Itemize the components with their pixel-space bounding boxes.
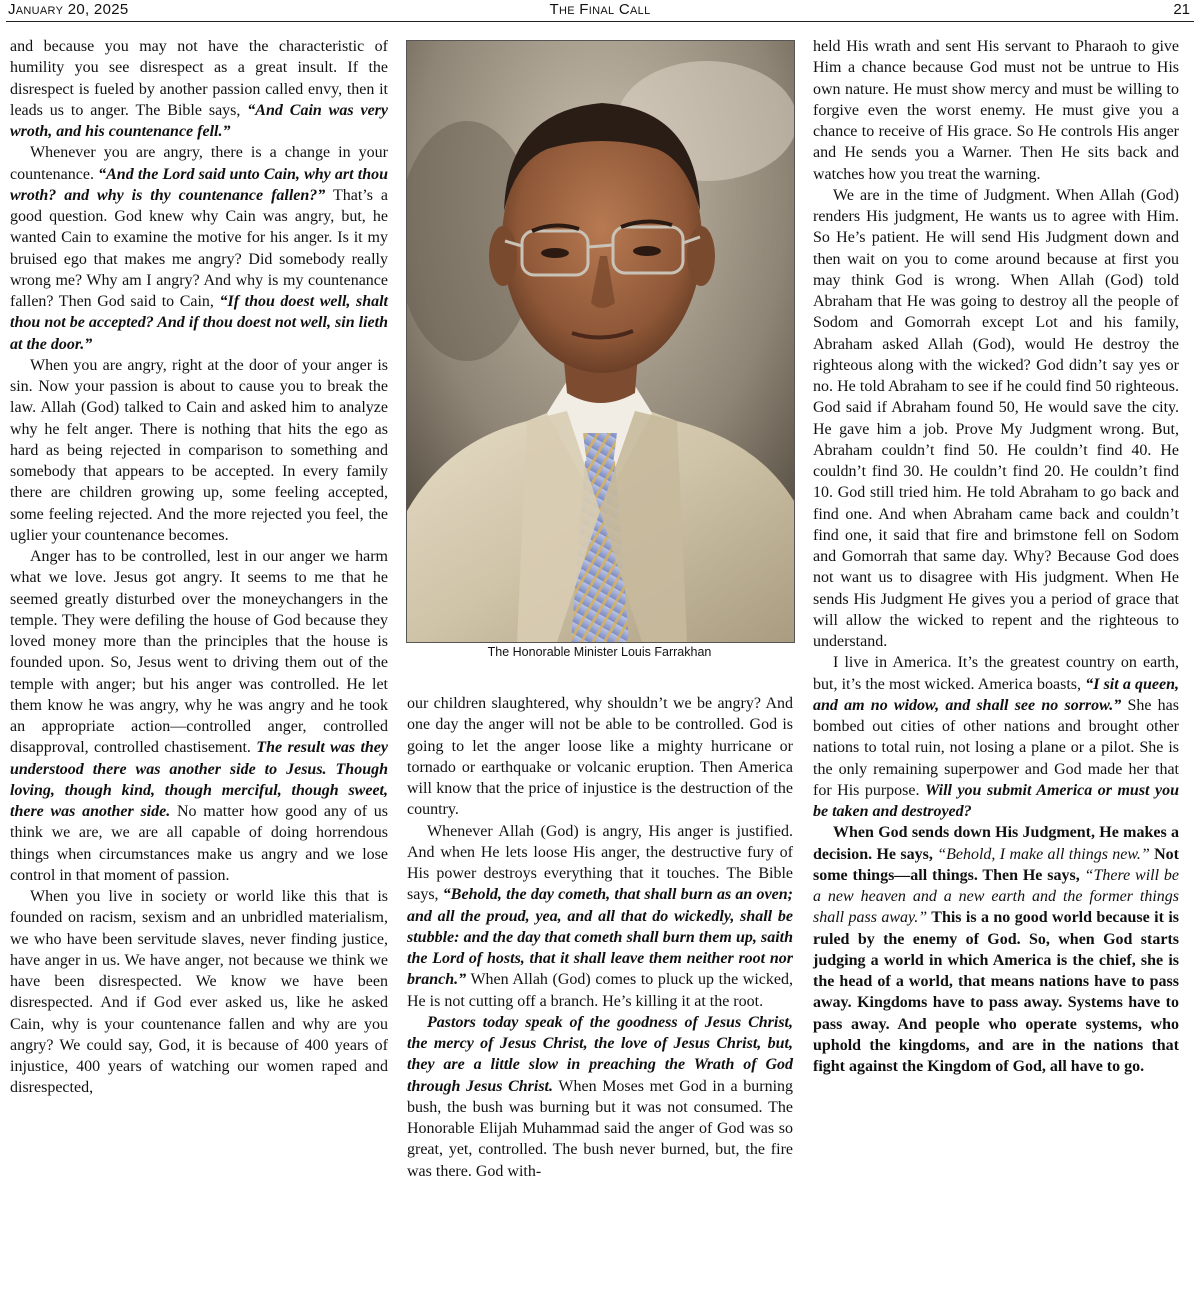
paragraph: our children slaughtered, why shouldn’t we be angry? And one day the anger will not be able to be controlled. God is going to let the anger loose like a mighty hurricane or tornado or earthquake or volcanic eruption. Then America will know that the price of injustice is the destruction of the country.: [407, 695, 793, 819]
article-column-2: [407, 693, 793, 1182]
paragraph: and because you may not have the characteristic of humility you see disrespect as a great insult. If the disrespect is fueled by another passion called envy, then it leads us to anger. The Bible says, “And Cain was very wroth, and his countenance fell.”: [10, 38, 389, 140]
paragraph: We are in the time of Judgment. When Allah (God) renders His judgment, He wants us to agree with Him. So He’s patient. He will send His Judgment down and then wait on you to come around because at first you may think God is wrong. When Allah (God) told Abraham that He was going to destroy all the people of Sodom and Gomorrah except Lot and his family, Abraham asked Allah (God), would He destroy the righteous along with the wicked? God didn’t say yes or no. He told Abraham to see if he could find 50 righteous. God said if Abraham found 50, He would save the city. He gave him a job. Prove My Judgment wrong. But, Abraham couldn’t find 50. He couldn’t find 40. He couldn’t find 30. He couldn’t find 20. He couldn’t find 10. God still tried him. He told Abraham to go back and find one. And when Abraham came back and couldn’t find one, it said that fire and brimstone fell on Sodom and Gomorrah that same day. Why? Because God does not want us to disagree with His judgment. When He sends His Judgment He gives you a period of grace that will allow the wicked to repent and the righteous to understand.: [813, 186, 1179, 650]
paragraph: When you live in society or world like this that is founded on racism, sexism and an unbridled materialism, we who have been servitude slaves, never finding justice, have anger in us. We have anger, not because we think we have been disrespected. We know we have been disrespected. And if God ever asked us, like he asked Cain, why is your countenance fallen and why are you angry? We could say, God, it is because of 400 years of injustice, 400 years of watching our women raped and disrespected,: [10, 888, 388, 1097]
masthead: [6, 0, 1194, 22]
scripture-quote: “And Cain was very wroth, and his countenance fell.”: [10, 101, 389, 140]
paragraph: Whenever you are angry, there is a change in your countenance. “And the Lord said unto Cain, why art thou wroth? and why is thy countenance fallen?” That’s a good question. God knew why Cain was angry, but, he wanted Cain to examine the motive for his anger. Is it my bruised ego that makes me angry? Did somebody really wrong me? Why am I angry? And why is my countenance fallen? Then God said to Cain, “If thou doest well, shalt thou not be accepted? And if thou doest not well, sin lieth at the door.”: [10, 144, 389, 353]
article-column-1: [10, 36, 388, 1099]
page-number: 21: [1173, 1, 1190, 18]
photo-caption: The Honorable Minister Louis Farrakhan: [487, 645, 712, 659]
paragraph: Anger has to be controlled, lest in our anger we harm what we love. Jesus got angry. It seems to me that he seemed greatly disturbed over the moneychangers in the temple. They were defiling the house of God because they loved money more than the principles that the house is founded upon. So, Jesus went to driving them out of the temple with anger; but his anger was controlled. He let them know he was angry, why he was angry and he took an appropriate action—controlled anger, controlled disapproval, controlled chastisement. The result was they understood there was another side to Jesus. Though loving, though kind, though merciful, though sweet, there was another side. No matter how good any of us think we are, we are all capable of doing horrendous things when circumstances make us angry and we lose control in that moment of passion.: [10, 548, 389, 884]
scripture-quote: “Behold, I make all things new.”: [937, 845, 1150, 863]
publication-name: The Final Call: [549, 1, 651, 18]
paragraph: Pastors today speak of the goodness of Jesus Christ, the mercy of Jesus Christ, the love of Jesus Christ, but, they are a little slow in preaching the Wrath of God through Jesus Christ. When Moses met God in a burning bush, the bush was burning but it was not consumed. The Honorable Elijah Muhammad said the anger of God was so great, yet, controlled. The bush never burned, but, the fire was there. God with-: [407, 1013, 794, 1180]
scripture-quote: “Behold, the day cometh, that shall burn as an oven; and all the proud, yea, and all that do wickedly, shall be stubble: and the day that cometh shall burn them up, saith the Lord of hosts, that it shall leave them neither root nor branch.”: [407, 886, 793, 989]
emphasis-text: Pastors today speak of the goodness of Jesus Christ, the mercy of Jesus Christ, the love of Jesus Christ, but, they are a little slow in preaching the Wrath of God through Jesus Christ.: [407, 1013, 793, 1095]
paragraph: held His wrath and sent His servant to Pharaoh to give Him a chance because God must not be untrue to His own nature. He must show mercy and must be willing to forgive even the worst enemy. He must give you a chance to receive of His grace. So He controls His anger and He sends you a Warner. Then He sits back and watches how you treat the warning.: [813, 38, 1179, 183]
scripture-quote: “I sit a queen, and am no widow, and shall see no sorrow.”: [813, 675, 1180, 714]
paragraph: When you are angry, right at the door of your anger is sin. Now your passion is about to cause you to break the law. Allah (God) talked to Cain and asked him to analyze why he felt anger. There is nothing that hits the ego as hard as being rejected in comparison to something and somebody that appears to be accepted. In every family there are children growing up, some feeling accepted, some feeling rejected. And the more rejected you feel, the uglier your countenance becomes.: [10, 356, 388, 544]
paragraph: Whenever Allah (God) is angry, His anger is justified. And when He lets loose His anger, the destructive fury of His power destroys everything that it touches. The Bible says, “Behold, the day cometh, that shall burn as an oven; and all the proud, yea, and all that do wickedly, shall be stubble: and the day that cometh shall burn them up, saith the Lord of hosts, that it shall leave them neither root nor branch.” When Allah (God) comes to pluck up the wicked, He is not cutting off a branch. He’s killing it at the root.: [407, 822, 793, 1010]
scripture-quote: “If thou doest well, shalt thou not be accepted? And if thou doest not well, sin lieth at the door.”: [10, 293, 389, 353]
issue-date: January 20, 2025: [8, 1, 129, 18]
article-column-3: [813, 36, 1179, 1077]
scripture-quote: “There will be a new heaven and a new earth and the former things shall pass away.”: [813, 866, 1179, 927]
paragraph: I live in America. It’s the greatest country on earth, but, it’s the most wicked. America boasts, “I sit a queen, and am no widow, and shall see no sorrow.” She has bombed out cities of other nations and brought other nations to total ruin, not losing a plane or a pilot. She is the only remaining superpower and God made her that for His purpose. Will you submit America or must you be taken and destroyed?: [813, 654, 1180, 820]
portrait-photo: [406, 40, 795, 643]
paragraph: When God sends down His Judgment, He makes a decision. He says, “Behold, I make all things new.” Not some things—all things. Then He says, “There will be a new heaven and a new earth and the former things shall pass away.” This is a no good world because it is ruled by the enemy of God. So, when God starts judging a world in which America is the chief, she is the head of a world, that means nations have to pass away. Kingdoms have to pass away. Systems have to pass away. And people who operate systems, who uphold the kingdoms, and are in the nations that fight against the Kingdom of God, all have to go.: [813, 824, 1180, 1075]
scripture-quote: “And the Lord said unto Cain, why art thou wroth? and why is thy countenance fallen?”: [10, 165, 389, 204]
emphasis-text: The result was they understood there was another side to Jesus. Though loving, though kind, though merciful, though sweet, there was another side.: [10, 739, 389, 820]
portrait-image: [407, 41, 794, 642]
emphasis-text: Will you submit America or must you be taken and destroyed?: [813, 781, 1179, 820]
